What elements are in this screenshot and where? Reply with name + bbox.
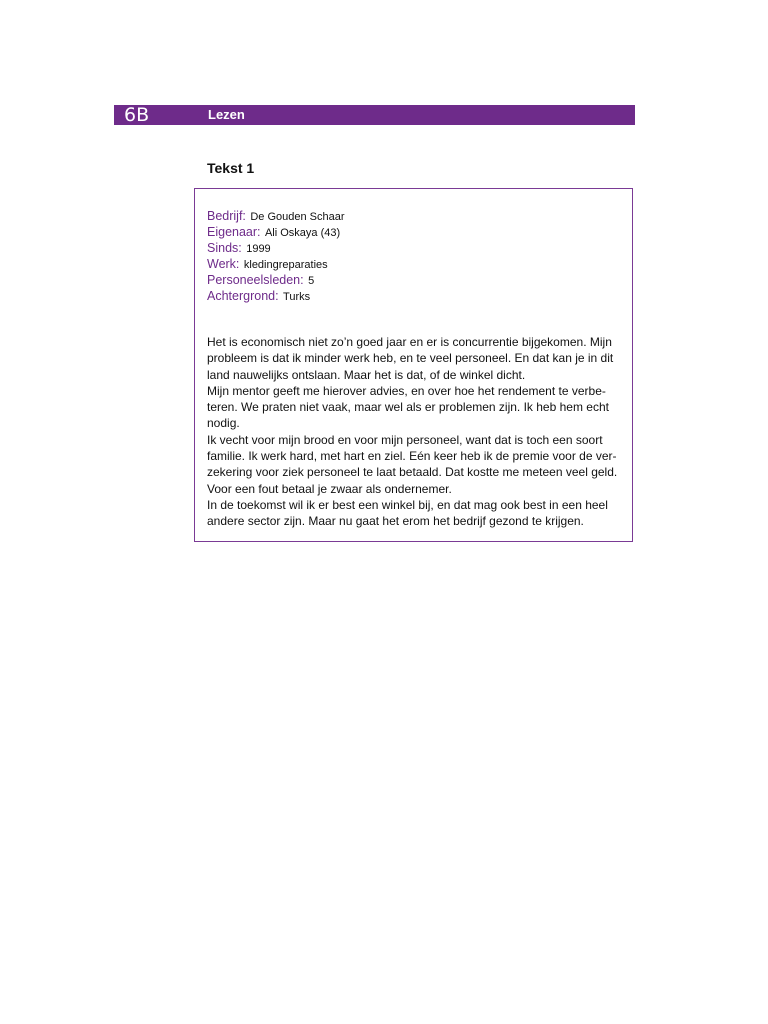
text-line: andere sector zijn. Maar nu gaat het erom het bedrijf gezond te krijgen.: [207, 514, 584, 529]
fact-label: Achtergrond:: [207, 289, 279, 303]
section-title: Lezen: [208, 107, 245, 122]
text-line: nodig.: [207, 416, 240, 431]
text-line: In de toekomst wil ik er best een winkel bij, en dat mag ook best in een heel: [207, 497, 608, 512]
text-line: teren. We praten niet vaak, maar wel als er problemen zijn. Ik heb hem echt: [207, 400, 609, 415]
company-facts: [207, 208, 627, 304]
fact-value: kledingreparaties: [243, 259, 328, 271]
fact-row-sinds: [207, 240, 627, 256]
text-line: zekering voor ziek personeel te laat betaald. Dat kostte me meteen veel geld.: [207, 465, 618, 480]
text-line: Voor een fout betaal je zwaar als ondernemer.: [207, 481, 452, 496]
chapter-header-bar: [114, 105, 635, 125]
fact-label: Sinds:: [207, 241, 242, 255]
text-line: Het is economisch niet zo’n goed jaar en er is concurrentie bijgekomen. Mijn: [207, 335, 612, 349]
fact-value: 5: [308, 275, 315, 287]
fact-value: 1999: [246, 243, 271, 255]
text-heading: Tekst 1: [207, 160, 255, 176]
text-line: Ik vecht voor mijn brood en voor mijn personeel, want dat is toch een soort: [207, 432, 603, 447]
fact-row-achtergrond: [207, 288, 627, 304]
chapter-number: 6B: [124, 104, 150, 126]
text-line: Mijn mentor geeft me hierover advies, en over hoe het rendement te verbe-: [207, 383, 606, 398]
text-line: familie. Ik werk hard, met hart en ziel. Eén keer heb ik de premie voor de ver-: [207, 449, 617, 464]
fact-value: Ali Oskaya (43): [264, 227, 341, 239]
fact-label: Personeelsleden:: [207, 273, 304, 287]
fact-value: Turks: [283, 291, 311, 303]
text-line: land nauwelijks ontslaan. Maar het is dat, of de winkel dicht.: [207, 367, 526, 382]
fact-row-personeelsleden: [207, 272, 627, 288]
fact-row-eigenaar: [207, 224, 627, 240]
fact-row-bedrijf: [207, 208, 627, 224]
fact-value: De Gouden Schaar: [250, 211, 345, 223]
fact-row-werk: [207, 256, 627, 272]
interview-text: [207, 334, 633, 530]
text-box: [194, 188, 633, 542]
fact-label: Bedrijf:: [207, 209, 246, 223]
fact-label: Eigenaar:: [207, 225, 261, 239]
fact-label: Werk:: [207, 257, 240, 271]
text-line: probleem is dat ik minder werk heb, en te veel personeel. En dat kan je in dit: [207, 351, 614, 366]
